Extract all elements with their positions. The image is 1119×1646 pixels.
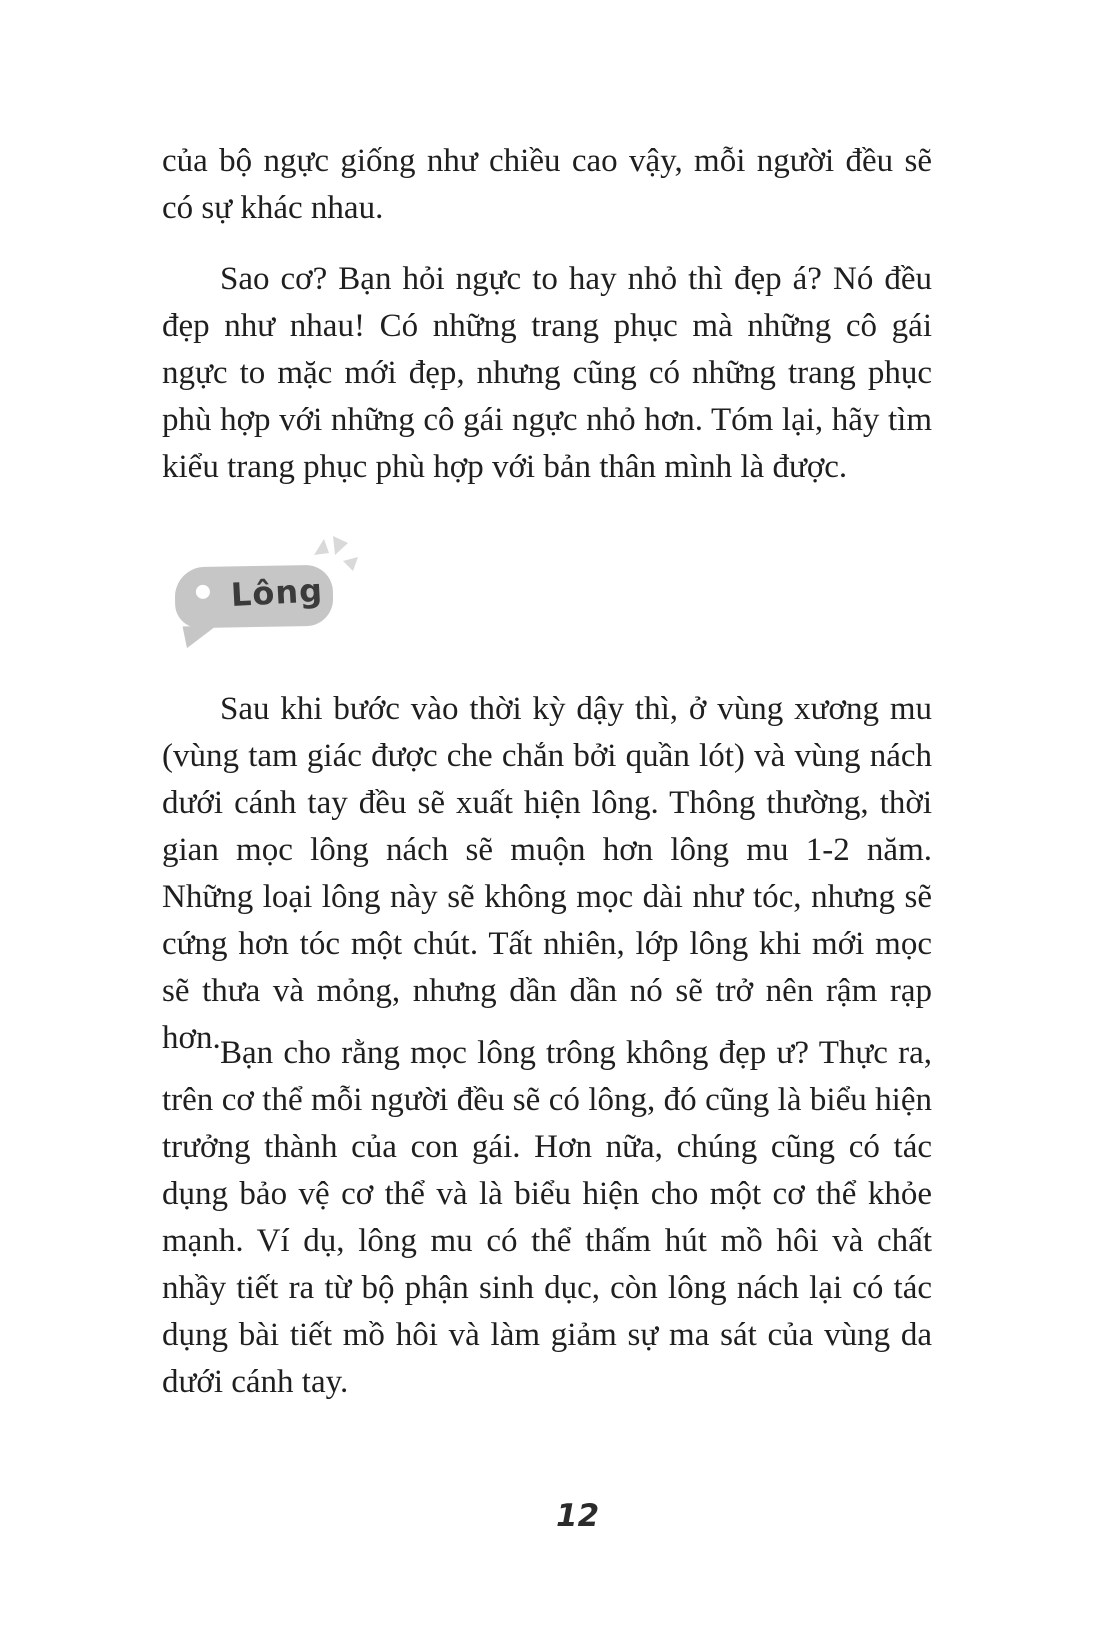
paragraph-hair-purpose: Bạn cho rằng mọc lông trông không đẹp ư? Thực ra, trên cơ thể mỗi người đều sẽ có lông, đó cũng là biểu hiện trưởng thành của con gái. Hơn nữa, chúng cũng có tác dụng bảo vệ cơ thể và là biểu hiện cho một cơ thể khỏe mạnh. Ví dụ, lông mu có thể thấm hút mồ hôi và chất nhầy tiết ra từ bộ phận sinh dục, còn lông nách lại có tác dụng bài tiết mồ hôi và làm giảm sự ma sát của vùng da dưới cánh tay. <box>162 1035 932 1400</box>
sparkle-icon <box>310 533 362 577</box>
bubble-tail <box>183 626 217 649</box>
paragraph-breast-size-beauty: Sao cơ? Bạn hỏi ngực to hay nhỏ thì đẹp á? Nó đều đẹp như nhau! Có những trang phục mà những cô gái ngực to mặc mới đẹp, nhưng cũng có những trang phục phù hợp với những cô gái ngực nhỏ hơn. Tóm lại, hãy tìm kiểu trang phục phù hợp với bản thân mình là được. <box>162 261 932 485</box>
section-title: Lông <box>229 571 324 614</box>
bubble-dot-icon <box>196 585 210 599</box>
page-number: 12 <box>556 1498 600 1534</box>
paragraph-hair-growth: Sau khi bước vào thời kỳ dậy thì, ở vùng xương mu (vùng tam giác được che chắn bởi quần lót) và vùng nách dưới cánh tay đều sẽ xuất hiện lông. Thông thường, thời gian mọc lông nách sẽ muộn hơn lông mu 1-2 năm. Những loại lông này sẽ không mọc dài như tóc, nhưng sẽ cứng hơn tóc một chút. Tất nhiên, lớp lông khi mới mọc sẽ thưa và mỏng, nhưng dần dần nó sẽ trở nên rậm rạp hơn. <box>162 691 932 1056</box>
paragraph-breast-continuation: của bộ ngực giống như chiều cao vậy, mỗi người đều sẽ có sự khác nhau. <box>162 143 932 226</box>
